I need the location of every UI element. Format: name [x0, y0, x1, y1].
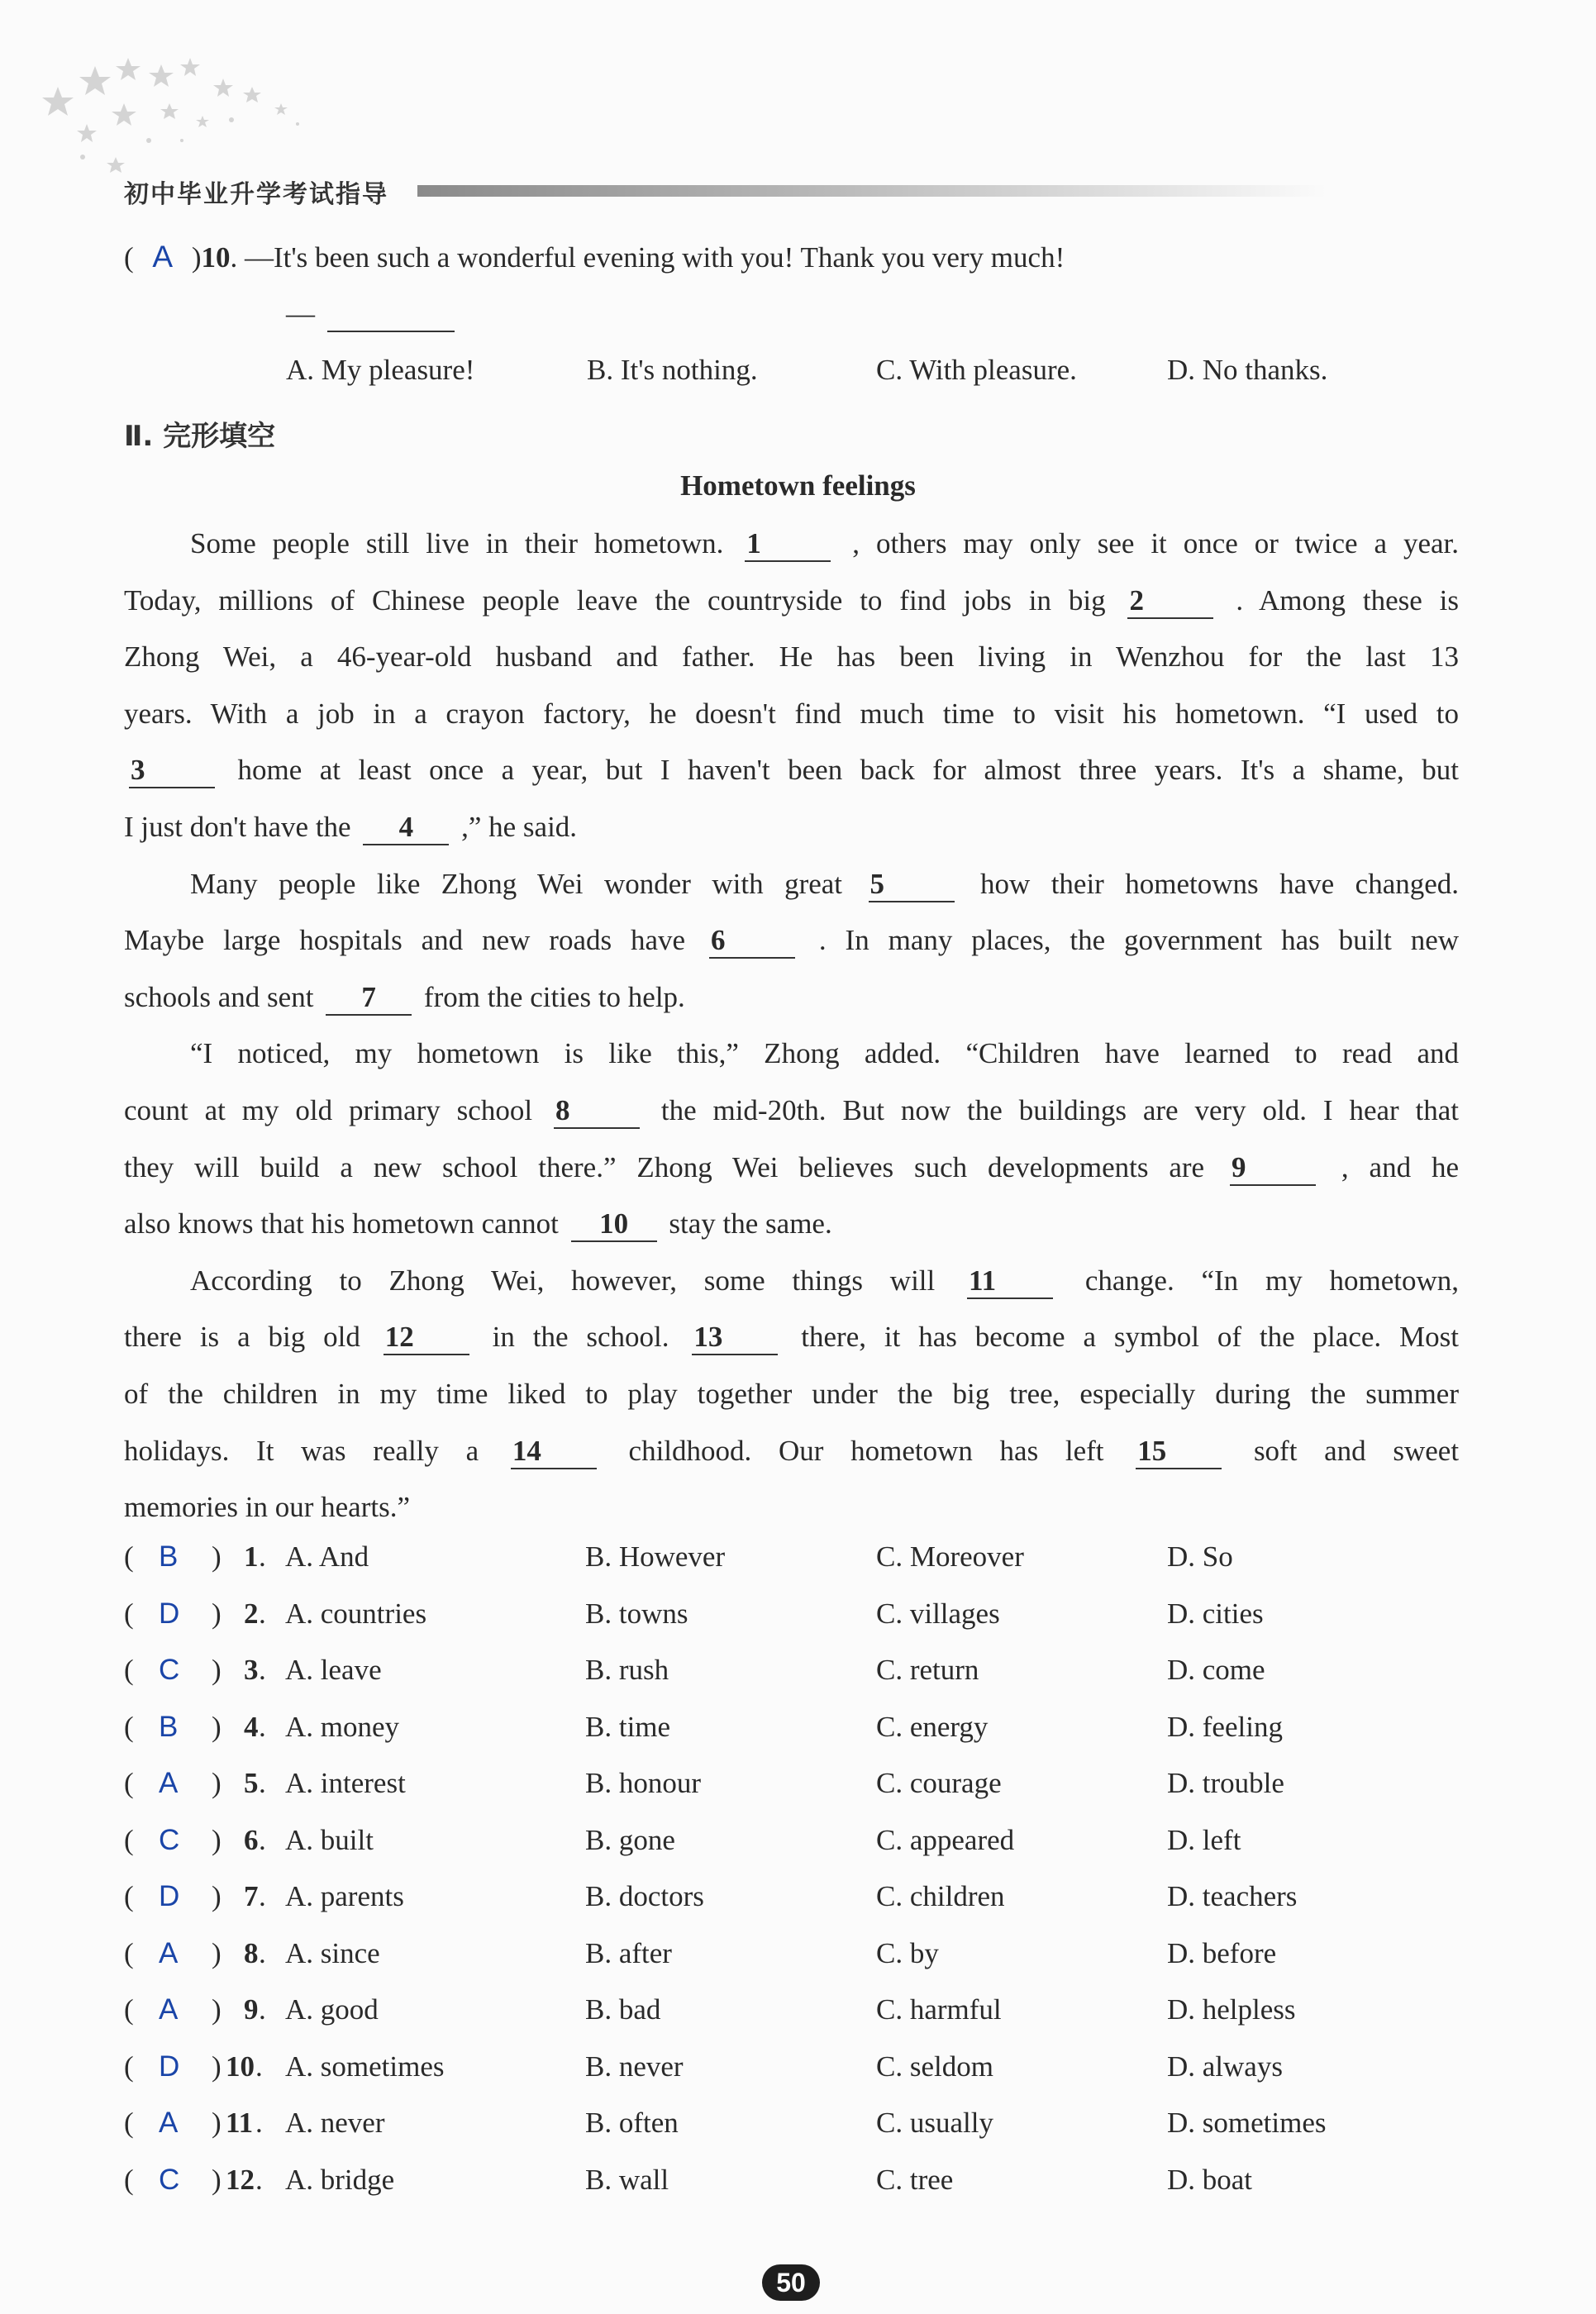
cloze-blank: 9	[1230, 1152, 1316, 1186]
option-c: C. harmful	[876, 1993, 1002, 2026]
prev-option-a: A. My pleasure!	[286, 354, 475, 386]
page-number: 50	[762, 2264, 820, 2301]
passage-text: Zhong Wei, a 46-year-old husband and father. He has been living in Wenzhou for the last 13	[124, 640, 1459, 673]
option-b: B. rush	[585, 1654, 669, 1686]
number-dot: .	[259, 1540, 266, 1573]
question-number: 1	[244, 1540, 259, 1573]
decorative-stars-icon	[33, 41, 446, 182]
question-row	[0, 1824, 1596, 1865]
option-a: A. interest	[285, 1767, 406, 1799]
passage-line	[124, 1433, 1459, 1469]
answer-mark: B	[159, 1540, 179, 1573]
prev-question-stem: ( A )10. —It's been such a wonderful evening with you! Thank you very much!	[124, 240, 1065, 274]
question-number: 7	[244, 1880, 259, 1912]
number-dot: .	[259, 1767, 266, 1799]
option-c: C. tree	[876, 2164, 954, 2196]
option-c: C. seldom	[876, 2050, 993, 2083]
passage-text: there, it has become a symbol of the place. Most	[801, 1321, 1459, 1353]
cloze-blank: 4	[363, 812, 449, 845]
question-number: 8	[244, 1937, 259, 1969]
close-paren: )	[212, 1597, 222, 1630]
option-a: A. money	[285, 1711, 400, 1743]
passage-line	[190, 1036, 1459, 1072]
question-row	[0, 1993, 1596, 2035]
passage-line	[190, 866, 1459, 902]
passage-text: Today, millions of Chinese people leave the countryside to find jobs in big	[124, 584, 1106, 617]
option-c: C. villages	[876, 1597, 1000, 1630]
cloze-blank: 7	[326, 982, 412, 1016]
option-a: A. built	[285, 1824, 374, 1856]
passage-text: , and he	[1341, 1151, 1460, 1183]
open-paren: (	[124, 1654, 134, 1686]
close-paren: )	[212, 1880, 222, 1912]
close-paren: )	[212, 1711, 222, 1743]
passage-text: I just don't have the	[124, 811, 351, 843]
open-paren: (	[124, 1937, 134, 1969]
option-c: C. energy	[876, 1711, 989, 1743]
option-b: B. never	[585, 2050, 684, 2083]
number-dot: .	[255, 2164, 263, 2196]
cloze-blank: 11	[967, 1265, 1053, 1299]
passage-text: stay the same.	[669, 1207, 832, 1240]
option-a: A. And	[285, 1540, 369, 1573]
answer-mark: B	[159, 1711, 179, 1743]
passage-text: . In many places, the government has built new	[818, 924, 1460, 956]
prev-question-response: —	[286, 298, 460, 332]
option-a: A. good	[285, 1993, 379, 2026]
passage-text: soft and sweet	[1253, 1435, 1460, 1467]
question-row	[0, 1540, 1596, 1582]
cloze-blank: 5	[869, 869, 955, 902]
open-paren: (	[124, 1540, 134, 1573]
option-a: A. leave	[285, 1654, 382, 1686]
passage-text: change. “In my hometown,	[1084, 1264, 1460, 1297]
option-c: C. usually	[876, 2107, 993, 2139]
number-dot: .	[259, 1597, 266, 1630]
prev-option-c: C. With pleasure.	[876, 354, 1077, 386]
option-d: D. trouble	[1167, 1767, 1284, 1799]
page-header	[124, 174, 1364, 207]
question-number: 12	[226, 2164, 255, 2196]
cloze-blank: 2	[1127, 585, 1213, 619]
option-d: D. teachers	[1167, 1880, 1298, 1912]
prev-question-answer: A	[152, 240, 174, 274]
option-b: B. honour	[585, 1767, 701, 1799]
open-paren: (	[124, 1711, 134, 1743]
close-paren: )	[212, 1540, 222, 1573]
passage-text: of the children in my time liked to play together under the big tree, especially during the summer	[124, 1378, 1459, 1410]
open-paren: (	[124, 2164, 134, 2196]
answer-mark: A	[159, 1993, 179, 2026]
passage-text: memories in our hearts.”	[124, 1491, 411, 1523]
question-row	[0, 2164, 1596, 2205]
passage-line	[124, 1093, 1459, 1129]
question-number: 6	[244, 1824, 259, 1856]
answer-mark: D	[159, 2050, 180, 2083]
number-dot: .	[259, 1937, 266, 1969]
question-number: 11	[226, 2107, 254, 2139]
prev-option-b: B. It's nothing.	[587, 354, 758, 386]
question-row	[0, 1711, 1596, 1752]
passage-line	[124, 696, 1459, 732]
question-row	[0, 1880, 1596, 1921]
question-row	[0, 1767, 1596, 1808]
passage-line	[124, 809, 1459, 845]
option-a: A. countries	[285, 1597, 427, 1630]
passage-line	[124, 583, 1459, 619]
prev-question-text: . —It's been such a wonderful evening with you! Thank you very much!	[230, 241, 1065, 274]
passage-line	[124, 1319, 1459, 1355]
open-paren: (	[124, 1993, 134, 2026]
close-paren: )	[212, 2107, 222, 2139]
cloze-blank: 3	[129, 755, 215, 788]
question-row	[0, 2050, 1596, 2092]
option-c: C. return	[876, 1654, 979, 1686]
header-title: 初中毕业升学考试指导	[124, 180, 388, 209]
option-d: D. sometimes	[1167, 2107, 1327, 2139]
passage-text: childhood. Our hometown has left	[628, 1435, 1104, 1467]
option-b: B. doctors	[585, 1880, 704, 1912]
question-number: 5	[244, 1767, 259, 1799]
number-dot: .	[259, 1711, 266, 1743]
option-d: D. cities	[1167, 1597, 1264, 1630]
cloze-blank: 8	[554, 1095, 640, 1129]
passage-title: Hometown feelings	[680, 469, 916, 502]
number-dot: .	[259, 1993, 266, 2026]
close-paren: )	[212, 1993, 222, 2026]
option-d: D. feeling	[1167, 1711, 1283, 1743]
close-paren: )	[212, 1937, 222, 1969]
passage-text: Some people still live in their hometown.	[190, 527, 724, 559]
passage-line	[124, 1489, 1459, 1526]
answer-mark: C	[159, 1824, 180, 1856]
passage-text: there is a big old	[124, 1321, 360, 1353]
option-c: C. appeared	[876, 1824, 1015, 1856]
option-b: B. after	[585, 1937, 672, 1969]
passage-text: years. With a job in a crayon factory, he doesn't find much time to visit his hometown. “I used to	[124, 698, 1459, 730]
option-d: D. boat	[1167, 2164, 1253, 2196]
passage-text: Maybe large hospitals and new roads have	[124, 924, 686, 956]
option-b: B. gone	[585, 1824, 675, 1856]
passage-text: . Among these is	[1236, 584, 1460, 617]
cloze-blank: 13	[692, 1321, 778, 1355]
passage-text: “I noticed, my hometown is like this,” Zhong added. “Children have learned to read and	[190, 1037, 1459, 1069]
answer-mark: C	[159, 2164, 180, 2196]
option-b: B. time	[585, 1711, 671, 1743]
passage-line	[124, 1150, 1459, 1186]
question-number: 2	[244, 1597, 259, 1630]
passage-text: also knows that his hometown cannot	[124, 1207, 559, 1240]
passage-line	[124, 979, 1459, 1016]
answer-mark: C	[159, 1654, 180, 1686]
option-b: B. bad	[585, 1993, 661, 2026]
option-c: C. by	[876, 1937, 939, 1969]
option-b: B. often	[585, 2107, 679, 2139]
passage-text: count at my old primary school	[124, 1094, 533, 1126]
cloze-blank: 14	[511, 1436, 597, 1469]
passage-text: from the cities to help.	[423, 981, 685, 1013]
option-d: D. always	[1167, 2050, 1283, 2083]
question-row	[0, 2107, 1596, 2148]
passage-text: , others may only see it once or twice a year.	[852, 527, 1459, 559]
passage-line	[124, 1206, 1459, 1242]
question-row	[0, 1597, 1596, 1639]
cloze-blank: 10	[571, 1208, 657, 1242]
passage-text: Many people like Zhong Wei wonder with great	[190, 868, 843, 900]
passage-text: home at least once a year, but I haven't been back for almost three years. It's a shame, but	[237, 754, 1459, 786]
question-row	[0, 1654, 1596, 1695]
close-paren: )	[212, 1654, 222, 1686]
option-c: C. Moreover	[876, 1540, 1024, 1573]
prev-option-d: D. No thanks.	[1167, 354, 1328, 386]
open-paren: (	[124, 1767, 134, 1799]
option-b: B. towns	[585, 1597, 688, 1630]
passage-text: the mid-20th. But now the buildings are very old. I hear that	[660, 1094, 1460, 1126]
section-title: Ⅱ. 完形填空	[124, 420, 276, 453]
option-c: C. children	[876, 1880, 1005, 1912]
passage-text: holidays. It was really a	[124, 1435, 479, 1467]
option-d: D. helpless	[1167, 1993, 1296, 2026]
passage-line	[124, 752, 1459, 788]
question-number: 4	[244, 1711, 259, 1743]
question-number: 3	[244, 1654, 259, 1686]
open-paren: (	[124, 1880, 134, 1912]
option-a: A. parents	[285, 1880, 404, 1912]
option-a: A. since	[285, 1937, 380, 1969]
answer-mark: A	[159, 2107, 179, 2139]
option-d: D. left	[1167, 1824, 1241, 1856]
answer-mark: D	[159, 1880, 180, 1912]
option-d: D. come	[1167, 1654, 1265, 1686]
passage-text: schools and sent	[124, 981, 314, 1013]
option-b: B. However	[585, 1540, 726, 1573]
answer-mark: A	[159, 1767, 179, 1799]
passage-line	[124, 639, 1459, 675]
number-dot: .	[255, 2050, 263, 2083]
number-dot: .	[259, 1654, 266, 1686]
cloze-blank: 15	[1136, 1436, 1222, 1469]
cloze-blank: 1	[745, 528, 831, 562]
cloze-blank: 6	[709, 925, 795, 959]
passage-line	[124, 1376, 1459, 1412]
passage-text: According to Zhong Wei, however, some things will	[190, 1264, 936, 1297]
close-paren: )	[212, 1767, 222, 1799]
option-a: A. bridge	[285, 2164, 395, 2196]
passage-line	[124, 922, 1459, 959]
close-paren: )	[212, 2050, 222, 2083]
passage-text: ,” he said.	[461, 811, 578, 843]
open-paren: (	[124, 1824, 134, 1856]
question-row	[0, 1937, 1596, 1978]
passage-text: in the school.	[492, 1321, 669, 1353]
answer-mark: A	[159, 1937, 179, 1969]
open-paren: (	[124, 2050, 134, 2083]
number-dot: .	[259, 1824, 266, 1856]
open-paren: (	[124, 2107, 134, 2139]
passage-line	[190, 1263, 1459, 1299]
header-bar	[417, 185, 1327, 197]
answer-mark: D	[159, 1597, 180, 1630]
cloze-blank: 12	[384, 1321, 469, 1355]
close-paren: )	[212, 1824, 222, 1856]
prev-question-blank	[327, 298, 455, 332]
option-c: C. courage	[876, 1767, 1002, 1799]
option-d: D. So	[1167, 1540, 1233, 1573]
number-dot: .	[259, 1880, 266, 1912]
passage-text: how their hometowns have changed.	[979, 868, 1460, 900]
number-dot: .	[255, 2107, 263, 2139]
passage-line	[190, 526, 1459, 562]
question-number: 10	[226, 2050, 255, 2083]
passage-text: they will build a new school there.” Zhong Wei believes such developments are	[124, 1151, 1205, 1183]
prev-question-number: 10	[201, 241, 231, 274]
question-number: 9	[244, 1993, 259, 2026]
option-a: A. never	[285, 2107, 385, 2139]
option-a: A. sometimes	[285, 2050, 445, 2083]
close-paren: )	[212, 2164, 222, 2196]
option-d: D. before	[1167, 1937, 1277, 1969]
open-paren: (	[124, 1597, 134, 1630]
option-b: B. wall	[585, 2164, 669, 2196]
